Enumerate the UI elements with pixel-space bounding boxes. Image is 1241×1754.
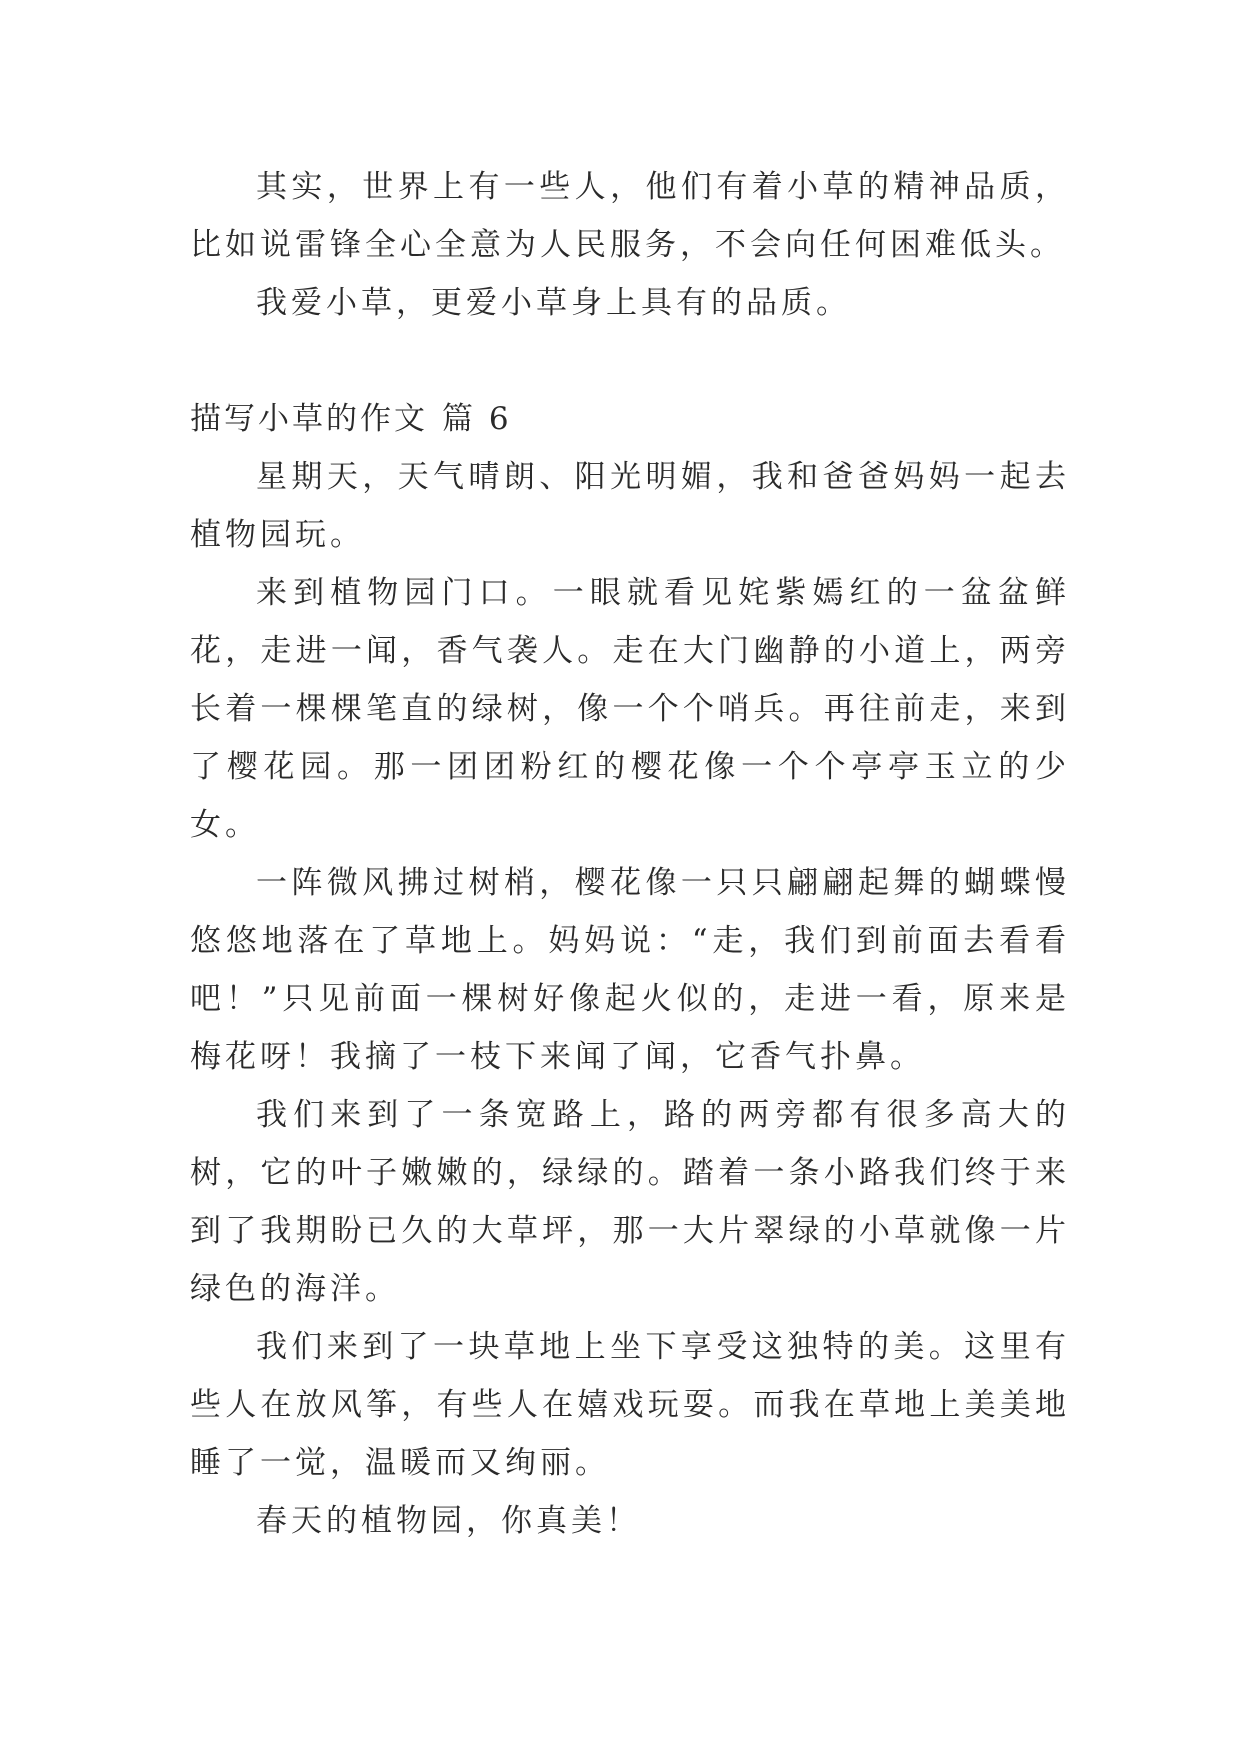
document-body — [190, 158, 1070, 1550]
paragraph: 其实，世界上有一些人，他们有着小草的精神品质，比如说雷锋全心全意为人民服务，不会向任何困难低头。 — [190, 169, 1070, 263]
section-spacer — [190, 332, 1070, 390]
paragraph: 我们来到了一条宽路上，路的两旁都有很多高大的树，它的叶子嫩嫩的，绿绿的。踏着一条小路我们终于来到了我期盼已久的大草坪，那一大片翠绿的小草就像一片绿色的海洋。 — [190, 1097, 1070, 1307]
section-number: 篇 6 — [442, 401, 512, 437]
paragraph: 春天的植物园，你真美！ — [256, 1503, 641, 1539]
section-title-text: 描写小草的作文 — [190, 401, 428, 437]
section-heading — [190, 390, 1070, 448]
paragraph: 我爱小草，更爱小草身上具有的品质。 — [256, 285, 851, 321]
paragraph: 一阵微风拂过树梢，樱花像一只只翩翩起舞的蝴蝶慢悠悠地落在了草地上。妈妈说：“走，我们到前面去看看吧！”只见前面一棵树好像起火似的，走进一看，原来是梅花呀！我摘了一枝下来闻了闻，它香气扑鼻。 — [190, 865, 1070, 1075]
paragraph: 来到植物园门口。一眼就看见姹紫嫣红的一盆盆鲜花，走进一闻，香气袭人。走在大门幽静的小道上，两旁长着一棵棵笔直的绿树，像一个个哨兵。再往前走，来到了樱花园。那一团团粉红的樱花像一个个亭亭玉立的少女。 — [190, 575, 1070, 843]
paragraph: 星期天，天气晴朗、阳光明媚，我和爸爸妈妈一起去植物园玩。 — [190, 459, 1070, 553]
paragraph: 我们来到了一块草地上坐下享受这独特的美。这里有些人在放风筝，有些人在嬉戏玩耍。而我在草地上美美地睡了一觉，温暖而又绚丽。 — [190, 1329, 1070, 1481]
